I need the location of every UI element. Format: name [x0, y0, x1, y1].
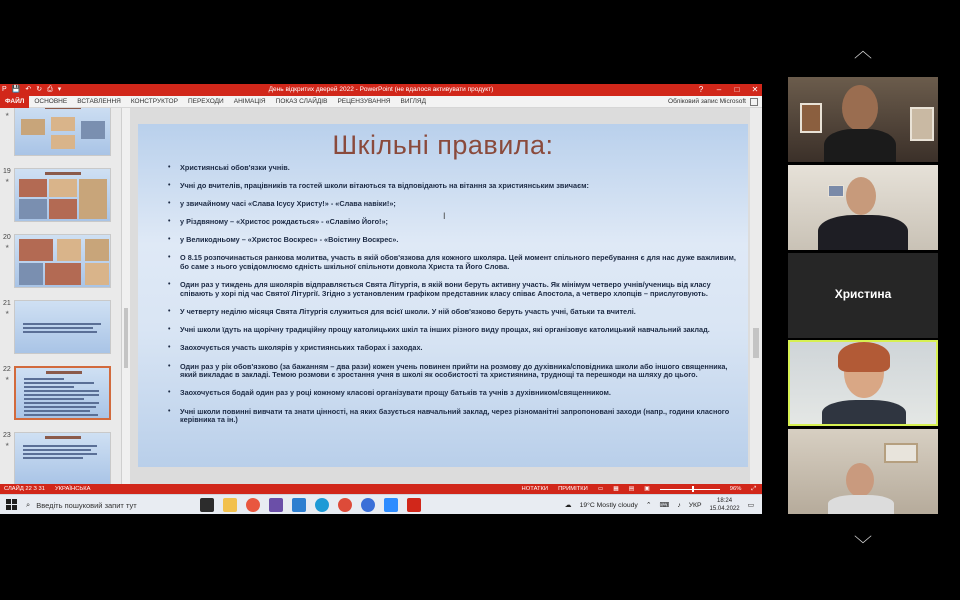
mail-icon[interactable]: [292, 498, 306, 512]
save-icon[interactable]: 💾: [11, 86, 21, 93]
tray-expand-icon[interactable]: ⌃: [645, 502, 652, 509]
windows-taskbar: [0, 494, 762, 514]
tab-transitions[interactable]: ПЕРЕХОДИ: [187, 98, 224, 105]
windows-start-icon[interactable]: [6, 499, 17, 510]
fit-slide-icon[interactable]: ⤢: [751, 486, 756, 492]
bullet-item: • Один раз у тиждень для школярів відправляється Свята Літургія, в якій вони беруть активну участь. Як мінімум четверо учнів/учениць від класу співають у хорі під час Святої Літургії. Згідно з установленим графіком представник класу співає Апостола, а четверо хлопців – прислуговують.: [168, 281, 738, 299]
participant-video-tile[interactable]: [788, 165, 938, 250]
star-icon: ★: [5, 310, 10, 316]
keyboard-language[interactable]: УКР: [688, 501, 702, 509]
title-bar: [0, 84, 762, 96]
search-icon: ⌕: [26, 500, 31, 509]
wall-icon: [828, 185, 844, 197]
redo-icon[interactable]: ↻: [36, 86, 43, 93]
slide-bullet-list: [168, 164, 738, 434]
tab-animations[interactable]: АНІМАЦІЯ: [233, 98, 266, 105]
account-label: Обліковий запис Microsoft: [668, 98, 746, 105]
star-icon: ★: [5, 244, 10, 250]
store-icon[interactable]: [269, 498, 283, 512]
slide-thumbnails-pane: [0, 108, 122, 494]
thumbnail-preview: [14, 168, 111, 222]
bullet-item: • Учні школи їдуть на щорічну традиційну прощу католицьких шкіл та інших різного виду прощах, які організовує католицький навчальний заклад.: [168, 326, 738, 335]
shared-screen-powerpoint: [0, 84, 762, 514]
help-icon[interactable]: ?: [698, 85, 704, 94]
tab-slideshow[interactable]: ПОКАЗ СЛАЙДІВ: [275, 98, 328, 105]
chrome-icon[interactable]: [246, 498, 260, 512]
participant-video-tile[interactable]: [788, 77, 938, 162]
thumbnail-preview: [14, 432, 111, 486]
scroll-thumb[interactable]: [753, 328, 759, 358]
participant-body: [818, 215, 908, 250]
thumbnail-number: 19: [3, 168, 11, 175]
bullet-item: • у Великодньому – «Христос Воскрес» - «Воістину Воскрес».: [168, 236, 738, 245]
search-placeholder: Введіть пошуковий запит тут: [36, 500, 137, 510]
tab-insert[interactable]: ВСТАВЛЕННЯ: [77, 98, 121, 105]
weather-text[interactable]: 19°C Mostly cloudy: [579, 501, 638, 509]
chrome-profile-icon[interactable]: [361, 498, 375, 512]
chrome-icon[interactable]: [338, 498, 352, 512]
thumbnail-slide-18[interactable]: [0, 108, 120, 158]
status-bar: [0, 484, 762, 494]
thumbnail-number: 22: [3, 366, 11, 373]
scroll-down-chevron-icon[interactable]: ﹀: [854, 535, 872, 555]
tab-view[interactable]: ВИГЛЯД: [400, 98, 427, 105]
notifications-icon[interactable]: ▭: [747, 502, 754, 509]
participant-name: Христина: [834, 287, 892, 301]
clock-time: 18:24: [717, 498, 733, 504]
bullet-item: • у Різдвяному – «Христос рождається» - «Славімо Його!»;: [168, 218, 738, 227]
network-icon[interactable]: ⌨: [659, 502, 670, 509]
undo-icon[interactable]: ↶: [25, 86, 32, 93]
weather-icon: ☁: [564, 502, 572, 509]
system-tray: [565, 495, 754, 514]
bullet-item: • у звичайному часі «Слава Ісусу Христу!» - «Слава навіки!»;: [168, 200, 738, 209]
customize-toolbar-icon[interactable]: ▾: [57, 86, 62, 93]
thumbnail-slide-19[interactable]: [0, 168, 120, 224]
maximize-icon[interactable]: □: [734, 85, 740, 94]
taskbar-search[interactable]: [26, 497, 186, 513]
wall-picture: [910, 107, 934, 141]
participant-tile-no-video[interactable]: [788, 253, 938, 338]
bullet-item: • У четверту неділю місяця Свята Літургія служиться для всієї школи. У ній обов'язково беруть участь учні, батьки та вчителі.: [168, 308, 738, 317]
star-icon: ★: [5, 112, 10, 118]
thumbnail-preview: [14, 300, 111, 354]
bullet-item: • О 8.15 розпочинається ранкова молитва, участь в якій обов'язкова для кожного школяра. Цей момент спільного перебування є для нас дуже важливим, бо саме з нього усвідомлюємо єдність шкільної спільноти довкола Христа та Його Слова.: [168, 254, 738, 272]
text-cursor-icon: I: [443, 211, 446, 221]
participant-face: [846, 177, 876, 215]
participant-face: [846, 463, 874, 497]
active-speaker-video-tile[interactable]: [788, 340, 938, 426]
participant-body: [822, 400, 906, 426]
participant-body: [824, 129, 896, 162]
thumbnail-number: 21: [3, 300, 11, 307]
powerpoint-icon[interactable]: [407, 498, 421, 512]
thumbnails-scrollbar[interactable]: [122, 108, 130, 494]
clock-date: 15.04.2022: [709, 506, 740, 512]
slide-counter: СЛАЙД 22 З 31: [4, 486, 45, 492]
file-explorer-icon[interactable]: [223, 498, 237, 512]
tab-file[interactable]: ФАЙЛ: [0, 96, 29, 108]
ribbon: [0, 96, 762, 108]
scroll-up-chevron-icon[interactable]: ︿: [854, 41, 872, 61]
task-view-icon[interactable]: [200, 498, 214, 512]
start-slideshow-icon[interactable]: ⎙: [47, 86, 53, 93]
close-icon[interactable]: ✕: [751, 85, 759, 94]
slide-edit-area: [130, 108, 762, 494]
thumbnail-slide-21[interactable]: [0, 300, 120, 356]
thumbnail-slide-20[interactable]: [0, 234, 120, 290]
edge-icon[interactable]: [315, 498, 329, 512]
tab-home[interactable]: ОСНОВНЕ: [34, 98, 68, 105]
participant-hair: [838, 342, 890, 372]
scroll-thumb[interactable]: [124, 308, 128, 368]
tab-review[interactable]: РЕЦЕНЗУВАННЯ: [337, 98, 391, 105]
star-icon: ★: [5, 442, 10, 448]
bullet-item: • Заохочується участь школярів у християнських таборах і заходах.: [168, 344, 738, 353]
zoom-slider[interactable]: [660, 484, 720, 494]
participant-body: [828, 495, 894, 514]
tab-design[interactable]: КОНСТРУКТОР: [130, 98, 178, 105]
bullet-item: • Учні школи повинні вивчати та знати цінності, на яких базується навчальний заклад, через різноманітні запропоновані заходи (напр., години класного керівника та ін.): [168, 408, 738, 426]
clock[interactable]: [710, 497, 740, 513]
bullet-item: • Християнські обов'язки учнів.: [168, 164, 738, 173]
bullet-item: • Заохочується бодай один раз у році кожному класові організувати прощу батьків та учнів з духівником/священником.: [168, 389, 738, 398]
wall-picture: [884, 443, 918, 463]
window-controls: [696, 84, 760, 95]
thumbnail-number: 23: [3, 432, 11, 439]
thumbnail-preview: [14, 366, 111, 420]
zoom-level[interactable]: 96%: [729, 486, 742, 492]
star-icon: ★: [5, 376, 10, 382]
thumbnail-preview: [14, 108, 111, 156]
volume-icon[interactable]: ♪: [677, 501, 681, 509]
thumbnail-number: [3, 108, 11, 109]
thumbnail-slide-22-selected[interactable]: [0, 366, 120, 422]
reading-view-icon[interactable]: ▤: [628, 486, 635, 492]
participant-face: [842, 85, 878, 131]
slide-scrollbar[interactable]: [750, 108, 762, 494]
minimize-icon[interactable]: –: [716, 85, 722, 94]
language-indicator[interactable]: УКРАЇНСЬКА: [55, 486, 91, 492]
notes-button[interactable]: НОТАТКИ: [521, 486, 549, 492]
sorter-view-icon[interactable]: ▦: [613, 486, 619, 492]
account-avatar-icon: [750, 98, 758, 106]
ribbon-tabs: [0, 96, 431, 108]
taskbar-apps: [200, 498, 421, 512]
account-area[interactable]: [668, 96, 758, 108]
bullet-item: • Учні до вчителів, працівників та гостей школи вітаються та відповідають на вітання за християнським звичаєм:: [168, 182, 738, 191]
star-icon: ★: [5, 178, 10, 184]
participant-video-tile[interactable]: [788, 429, 938, 514]
slide-title: Шкільні правила:: [332, 130, 554, 160]
thumbnail-slide-23[interactable]: [0, 432, 120, 488]
zoom-app-icon[interactable]: [384, 498, 398, 512]
normal-view-icon[interactable]: ▭: [597, 486, 604, 492]
current-slide[interactable]: [138, 124, 748, 467]
document-title: День відкритих дверей 2022 - PowerPoint (не вдалося активувати продукт): [268, 86, 494, 93]
bullet-item: • Один раз у рік обов'язково (за бажанням – два рази) кожен учень повинен прийти на розмову до духівника/сповідника школи або іншого священника, який викладає в закладі. Темою розмови є зростання учня в школі як особистості та християнина, труднощі та перешкоди на шляху до цього.: [168, 363, 738, 381]
slideshow-view-icon[interactable]: ▣: [644, 486, 650, 492]
thumbnail-number: 20: [3, 234, 11, 241]
wall-picture: [800, 103, 822, 133]
thumbnail-preview: [14, 234, 111, 288]
comments-button[interactable]: ПРИМІТКИ: [558, 486, 588, 492]
powerpoint-logo-icon: P: [2, 86, 7, 93]
